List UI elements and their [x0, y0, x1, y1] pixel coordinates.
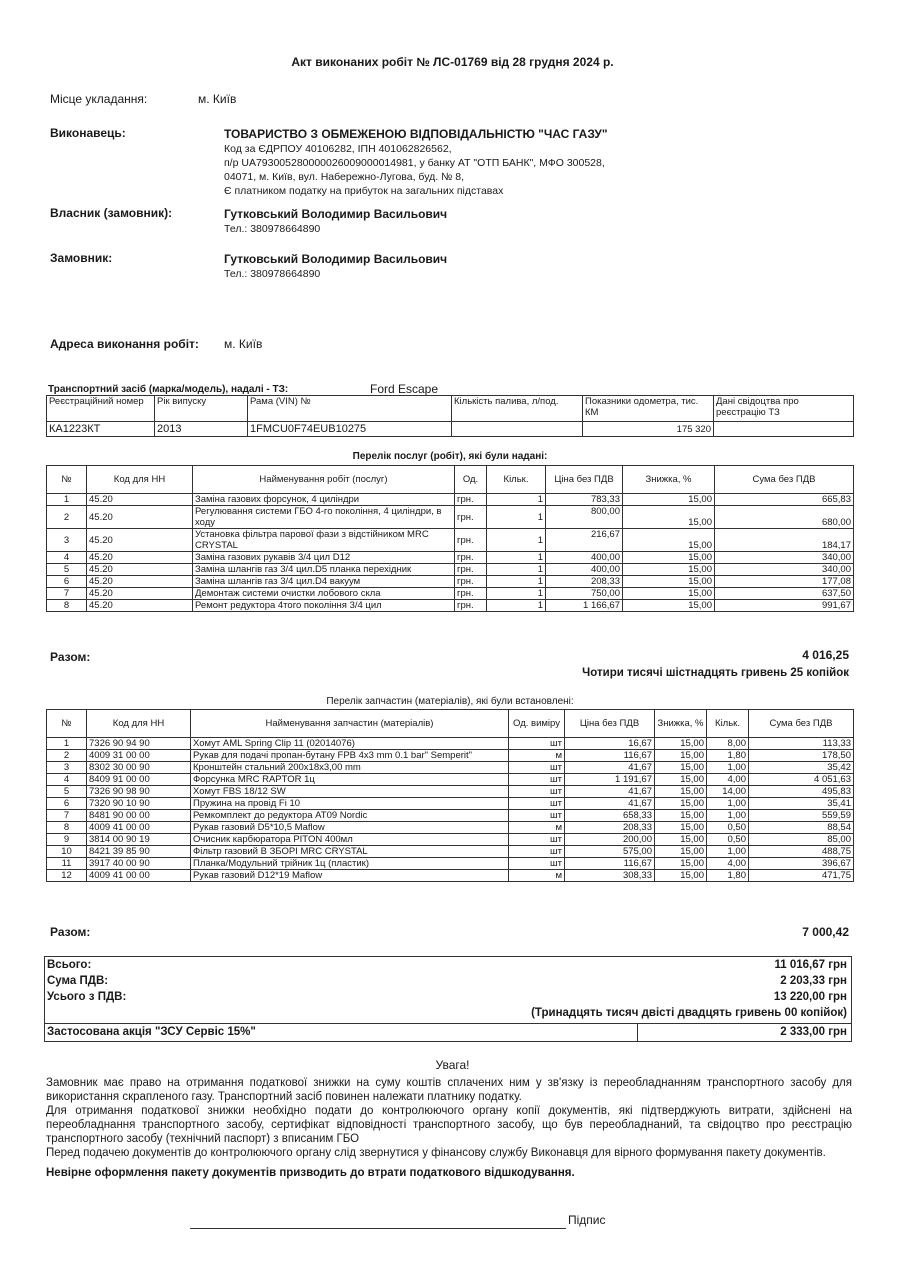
vehicle-reg: КА1223КТ	[47, 422, 155, 437]
part-name: Очисник карбюратора PITON 400мл	[191, 834, 509, 846]
part-code: 4009 41 00 00	[87, 822, 191, 834]
part-qty: 1,00	[707, 762, 749, 774]
part-price: 575,00	[565, 846, 655, 858]
summary-vertical-divider	[637, 1023, 638, 1041]
service-name: Регулювання системи ГБО 4-го покоління, 4 циліндри, в ходу	[193, 506, 455, 529]
part-unit: шт	[509, 762, 565, 774]
customer-label: Замовник:	[50, 251, 113, 265]
part-n: 9	[47, 834, 87, 846]
table-row	[47, 738, 854, 750]
service-unit: грн.	[455, 576, 487, 588]
contractor-name: ТОВАРИСТВО З ОБМЕЖЕНОЮ ВІДПОВІДАЛЬНІСТЮ "ЧАС ГАЗУ"	[224, 127, 608, 141]
part-name: Хомут AML Spring Clip 11 (02014076)	[191, 738, 509, 750]
part-unit: шт	[509, 786, 565, 798]
contractor-label: Виконавець:	[50, 126, 126, 140]
part-name: Хомут FBS 18/12 SW	[191, 786, 509, 798]
service-qty: 1	[487, 529, 546, 552]
service-name: Установка фільтра парової фази з відстійником MRC CRYSTAL	[193, 529, 455, 552]
service-qty: 1	[487, 552, 546, 564]
part-qty: 1,00	[707, 810, 749, 822]
address-value: м. Київ	[224, 337, 263, 351]
part-code: 7326 90 98 90	[87, 786, 191, 798]
parts-header-unit: Од. виміру	[509, 710, 565, 738]
service-price: 400,00	[546, 564, 623, 576]
part-n: 10	[47, 846, 87, 858]
vehicle-cert	[714, 422, 854, 437]
service-sum: 184,17	[715, 529, 854, 552]
summary-vat: 2 203,33 грн	[780, 975, 847, 987]
part-name: Планка/Модульний трійник 1ц (пластик)	[191, 858, 509, 870]
part-price: 1 191,67	[565, 774, 655, 786]
part-price: 41,67	[565, 786, 655, 798]
part-name: Кронштейн стальний 200x18x3,00 mm	[191, 762, 509, 774]
services-table	[46, 465, 854, 612]
service-discount: 15,00	[623, 506, 715, 529]
part-sum: 178,50	[749, 750, 854, 762]
part-unit: шт	[509, 834, 565, 846]
parts-header-disc: Знижка, %	[655, 710, 707, 738]
part-price: 116,67	[565, 750, 655, 762]
table-row	[47, 600, 854, 612]
table-row	[47, 798, 854, 810]
service-unit: грн.	[455, 600, 487, 612]
part-price: 41,67	[565, 762, 655, 774]
parts-header-sum: Сума без ПДВ	[749, 710, 854, 738]
signature-line	[190, 1228, 566, 1229]
part-code: 4009 41 00 00	[87, 870, 191, 882]
part-n: 11	[47, 858, 87, 870]
contractor-line2: п/р UA793005280000026009000014981, у банку АТ "ОТП БАНК", МФО 300528,	[224, 157, 605, 169]
part-qty: 4,00	[707, 858, 749, 870]
summary-with-vat: 13 220,00 грн	[773, 991, 847, 1003]
part-unit: шт	[509, 858, 565, 870]
part-name: Пружина на провід Fi 10	[191, 798, 509, 810]
service-qty: 1	[487, 576, 546, 588]
customer-phone: Тел.: 380978664890	[224, 268, 321, 280]
part-qty: 1,80	[707, 750, 749, 762]
table-row	[47, 494, 854, 506]
part-discount: 15,00	[655, 846, 707, 858]
service-discount: 15,00	[623, 576, 715, 588]
service-unit: грн.	[455, 588, 487, 600]
table-row	[47, 529, 854, 552]
summary-promo: 2 333,00 грн	[780, 1026, 847, 1038]
services-header-name: Найменування робіт (послуг)	[193, 466, 455, 494]
notice-title: Увага!	[435, 1058, 470, 1072]
services-header-unit: Од.	[455, 466, 487, 494]
part-qty: 1,80	[707, 870, 749, 882]
service-n: 5	[47, 564, 87, 576]
customer-name: Гутковський Володимир Васильович	[224, 252, 448, 266]
part-n: 12	[47, 870, 87, 882]
service-qty: 1	[487, 506, 546, 529]
owner-name: Гутковський Володимир Васильович	[224, 207, 448, 221]
services-header-sum: Сума без ПДВ	[715, 466, 854, 494]
contractor-line3: 04071, м. Київ, вул. Набережно-Лугова, буд. № 8,	[224, 171, 465, 183]
vehicle-model: Ford Escape	[370, 382, 439, 396]
part-n: 8	[47, 822, 87, 834]
vehicle-label: Транспортний засіб (марка/модель), надалі - ТЗ:	[48, 384, 289, 395]
part-n: 7	[47, 810, 87, 822]
parts-header-qty: Кільк.	[707, 710, 749, 738]
service-price: 800,00	[546, 506, 623, 529]
table-row	[47, 576, 854, 588]
service-qty: 1	[487, 494, 546, 506]
notice-paragraph-1: Замовник має право на отримання податкової знижки на суму коштів сплачених ним у зв'язку із переобладнанням транспортного засобу для використання скрапленого газу. Транспортний засіб повинен належати платнику податку.	[46, 1077, 852, 1103]
parts-caption: Перелік запчастин (матеріалів), які були встановлені:	[326, 696, 574, 707]
table-row	[47, 786, 854, 798]
vehicle-header-vin: Рама (VIN) №	[248, 396, 452, 422]
service-discount: 15,00	[623, 600, 715, 612]
service-qty: 1	[487, 600, 546, 612]
service-n: 6	[47, 576, 87, 588]
owner-phone: Тел.: 380978664890	[224, 223, 321, 235]
service-code: 45.20	[87, 576, 193, 588]
part-sum: 4 051,63	[749, 774, 854, 786]
service-sum: 177,08	[715, 576, 854, 588]
part-code: 7320 90 10 90	[87, 798, 191, 810]
part-discount: 15,00	[655, 786, 707, 798]
part-sum: 88,54	[749, 822, 854, 834]
service-discount: 15,00	[623, 588, 715, 600]
owner-block	[224, 206, 447, 236]
service-code: 45.20	[87, 600, 193, 612]
part-code: 3917 40 00 90	[87, 858, 191, 870]
document-title: Акт виконаних робіт № ЛС-01769 від 28 грудня 2024 р.	[291, 55, 614, 69]
part-discount: 15,00	[655, 750, 707, 762]
service-discount: 15,00	[623, 494, 715, 506]
part-unit: шт	[509, 774, 565, 786]
summary-vat-label: Сума ПДВ:	[47, 975, 109, 987]
part-sum: 35,42	[749, 762, 854, 774]
parts-total: 7 000,42	[802, 925, 849, 939]
table-row	[47, 846, 854, 858]
service-price: 1 166,67	[546, 600, 623, 612]
part-name: Ремкомплект до редуктора AT09 Nordic	[191, 810, 509, 822]
table-row	[47, 822, 854, 834]
service-code: 45.20	[87, 506, 193, 529]
service-name: Заміна шлангів газ 3/4 цил.D4 вакуум	[193, 576, 455, 588]
services-caption: Перелік послуг (робіт), які були надані:	[352, 451, 548, 462]
service-price: 208,33	[546, 576, 623, 588]
notice-block	[46, 1076, 852, 1180]
part-discount: 15,00	[655, 858, 707, 870]
notice-paragraph-3: Перед подачею документів до контролюючого органу слід звернутися у фінансову службу Виконавця для вірного формування пакету документів.	[46, 1147, 826, 1159]
part-unit: м	[509, 870, 565, 882]
part-sum: 35,41	[749, 798, 854, 810]
vehicle-header-odometer: Показники одометра, тис. КМ	[583, 396, 714, 422]
service-name: Заміна газових рукавів 3/4 цил D12	[193, 552, 455, 564]
service-unit: грн.	[455, 506, 487, 529]
vehicle-header-year: Рік випуску	[155, 396, 248, 422]
table-row	[47, 506, 854, 529]
part-qty: 0,50	[707, 834, 749, 846]
service-price: 750,00	[546, 588, 623, 600]
owner-label: Власник (замовник):	[50, 206, 173, 220]
service-code: 45.20	[87, 552, 193, 564]
service-n: 7	[47, 588, 87, 600]
part-qty: 8,00	[707, 738, 749, 750]
part-name: Рукав газовий D5*10,5 Maflow	[191, 822, 509, 834]
part-price: 208,33	[565, 822, 655, 834]
service-name: Демонтаж системи очистки лобового скла	[193, 588, 455, 600]
contractor-block	[224, 126, 608, 198]
address-label: Адреса виконання робіт:	[50, 337, 199, 351]
contractor-line1: Код за ЄДРПОУ 40106282, ІПН 401062826562,	[224, 143, 452, 155]
table-row	[47, 834, 854, 846]
service-code: 45.20	[87, 494, 193, 506]
part-qty: 1,00	[707, 798, 749, 810]
parts-header-code: Код для НН	[87, 710, 191, 738]
parts-header-n: №	[47, 710, 87, 738]
services-total: 4 016,25	[802, 648, 849, 662]
service-n: 8	[47, 600, 87, 612]
service-code: 45.20	[87, 564, 193, 576]
part-sum: 471,75	[749, 870, 854, 882]
part-n: 3	[47, 762, 87, 774]
summary-box	[44, 956, 852, 1042]
service-name: Заміна шлангів газ 3/4 цил.D5 планка перехідник	[193, 564, 455, 576]
service-sum: 991,67	[715, 600, 854, 612]
part-sum: 85,00	[749, 834, 854, 846]
part-discount: 15,00	[655, 738, 707, 750]
service-name: Заміна газових форсунок, 4 циліндри	[193, 494, 455, 506]
part-price: 16,67	[565, 738, 655, 750]
part-sum: 113,33	[749, 738, 854, 750]
vehicle-table	[46, 395, 854, 437]
part-code: 3814 00 90 19	[87, 834, 191, 846]
vehicle-vin: 1FMCU0F74EUB10275	[248, 422, 452, 437]
table-row	[47, 588, 854, 600]
service-unit: грн.	[455, 564, 487, 576]
part-qty: 1,00	[707, 846, 749, 858]
service-price: 216,67	[546, 529, 623, 552]
service-n: 4	[47, 552, 87, 564]
services-header-price: Ціна без ПДВ	[546, 466, 623, 494]
part-discount: 15,00	[655, 762, 707, 774]
service-discount: 15,00	[623, 552, 715, 564]
part-qty: 14,00	[707, 786, 749, 798]
parts-header-price: Ціна без ПДВ	[565, 710, 655, 738]
part-name: Рукав для подачі пропан-бутану FPB 4x3 mm 0.1 bar" Semperit"	[191, 750, 509, 762]
service-unit: грн.	[455, 529, 487, 552]
services-total-label: Разом:	[50, 650, 91, 664]
part-price: 308,33	[565, 870, 655, 882]
part-discount: 15,00	[655, 822, 707, 834]
part-name: Фільтр газовий В ЗБОРІ MRC CRYSTAL	[191, 846, 509, 858]
part-sum: 559,59	[749, 810, 854, 822]
vehicle-year: 2013	[155, 422, 248, 437]
notice-paragraph-2: Для отримання податкової знижки необхідно подати до контролюючого органу копії документів, які підтверджують витрати, здійснені на переобладнання транспортного засобу, сертифікат відповідності транспортного засобу, що був переобладнаний, та свідоцтво про реєстрацію транспортного засобу (технічний паспорт) з вписаним ГБО	[46, 1105, 852, 1145]
part-code: 8302 30 00 90	[87, 762, 191, 774]
part-discount: 15,00	[655, 810, 707, 822]
part-discount: 15,00	[655, 834, 707, 846]
service-price: 783,33	[546, 494, 623, 506]
service-code: 45.20	[87, 529, 193, 552]
place-value: м. Київ	[198, 92, 237, 106]
service-code: 45.20	[87, 588, 193, 600]
part-name: Рукав газовий D12*19 Maflow	[191, 870, 509, 882]
part-n: 4	[47, 774, 87, 786]
service-n: 3	[47, 529, 87, 552]
service-n: 2	[47, 506, 87, 529]
part-n: 6	[47, 798, 87, 810]
part-discount: 15,00	[655, 798, 707, 810]
service-discount: 15,00	[623, 564, 715, 576]
part-qty: 4,00	[707, 774, 749, 786]
signature-label: Підпис	[568, 1213, 606, 1227]
part-code: 8421 39 85 90	[87, 846, 191, 858]
vehicle-header-reg: Реєстраційний номер	[47, 396, 155, 422]
table-row	[47, 564, 854, 576]
service-name: Ремонт редуктора 4того покоління 3/4 цил	[193, 600, 455, 612]
summary-total-label: Всього:	[47, 959, 92, 971]
part-unit: шт	[509, 798, 565, 810]
service-qty: 1	[487, 564, 546, 576]
part-sum: 488,75	[749, 846, 854, 858]
table-row	[47, 810, 854, 822]
summary-with-vat-label: Усього з ПДВ:	[47, 991, 127, 1003]
part-price: 41,67	[565, 798, 655, 810]
service-qty: 1	[487, 588, 546, 600]
part-unit: шт	[509, 738, 565, 750]
part-n: 1	[47, 738, 87, 750]
table-row	[47, 750, 854, 762]
services-header-qty: Кільк.	[487, 466, 546, 494]
service-unit: грн.	[455, 552, 487, 564]
parts-header-name: Найменування запчастин (матеріалів)	[191, 710, 509, 738]
part-discount: 15,00	[655, 774, 707, 786]
service-sum: 340,00	[715, 552, 854, 564]
part-discount: 15,00	[655, 870, 707, 882]
part-sum: 495,83	[749, 786, 854, 798]
vehicle-odometer: 175 320	[583, 422, 714, 437]
vehicle-fuel	[452, 422, 583, 437]
part-n: 2	[47, 750, 87, 762]
services-total-words: Чотири тисячі шістнадцять гривень 25 копійок	[582, 667, 849, 679]
table-row	[47, 762, 854, 774]
services-header-n: №	[47, 466, 87, 494]
part-code: 8481 90 00 00	[87, 810, 191, 822]
part-name: Форсунка MRC RAPTOR 1ц	[191, 774, 509, 786]
summary-promo-label: Застосована акція "ЗСУ Сервіс 15%"	[47, 1026, 256, 1038]
part-unit: шт	[509, 846, 565, 858]
service-discount: 15,00	[623, 529, 715, 552]
service-sum: 680,00	[715, 506, 854, 529]
vehicle-header-cert: Дані свідоцтва про реєстрацію ТЗ	[714, 396, 854, 422]
part-code: 4009 31 00 00	[87, 750, 191, 762]
summary-total: 11 016,67 грн	[774, 959, 847, 971]
part-qty: 0,50	[707, 822, 749, 834]
part-n: 5	[47, 786, 87, 798]
part-unit: м	[509, 750, 565, 762]
service-unit: грн.	[455, 494, 487, 506]
part-code: 8409 91 00 00	[87, 774, 191, 786]
table-row	[47, 774, 854, 786]
services-header-code: Код для НН	[87, 466, 193, 494]
place-label: Місце укладання:	[50, 92, 148, 106]
part-unit: м	[509, 822, 565, 834]
part-price: 200,00	[565, 834, 655, 846]
part-unit: шт	[509, 810, 565, 822]
table-row	[47, 552, 854, 564]
parts-table	[46, 709, 854, 882]
customer-block	[224, 251, 447, 281]
service-price: 400,00	[546, 552, 623, 564]
part-price: 116,67	[565, 858, 655, 870]
summary-divider	[45, 1023, 851, 1024]
service-sum: 665,83	[715, 494, 854, 506]
service-sum: 637,50	[715, 588, 854, 600]
table-row	[47, 858, 854, 870]
contractor-line4: Є платником податку на прибуток на загальних підставах	[224, 185, 504, 197]
summary-words: (Тринадцять тисяч двісті двадцять гривень 00 копійок)	[531, 1007, 847, 1019]
services-header-disc: Знижка, %	[623, 466, 715, 494]
part-code: 7326 90 94 90	[87, 738, 191, 750]
part-price: 658,33	[565, 810, 655, 822]
service-n: 1	[47, 494, 87, 506]
vehicle-header-fuel: Кількість палива, л/под.	[452, 396, 583, 422]
notice-warning: Невірне оформлення пакету документів призводить до втрати податкового відшкодування.	[46, 1167, 575, 1179]
service-sum: 340,00	[715, 564, 854, 576]
parts-total-label: Разом:	[50, 925, 91, 939]
table-row	[47, 870, 854, 882]
part-sum: 396,67	[749, 858, 854, 870]
